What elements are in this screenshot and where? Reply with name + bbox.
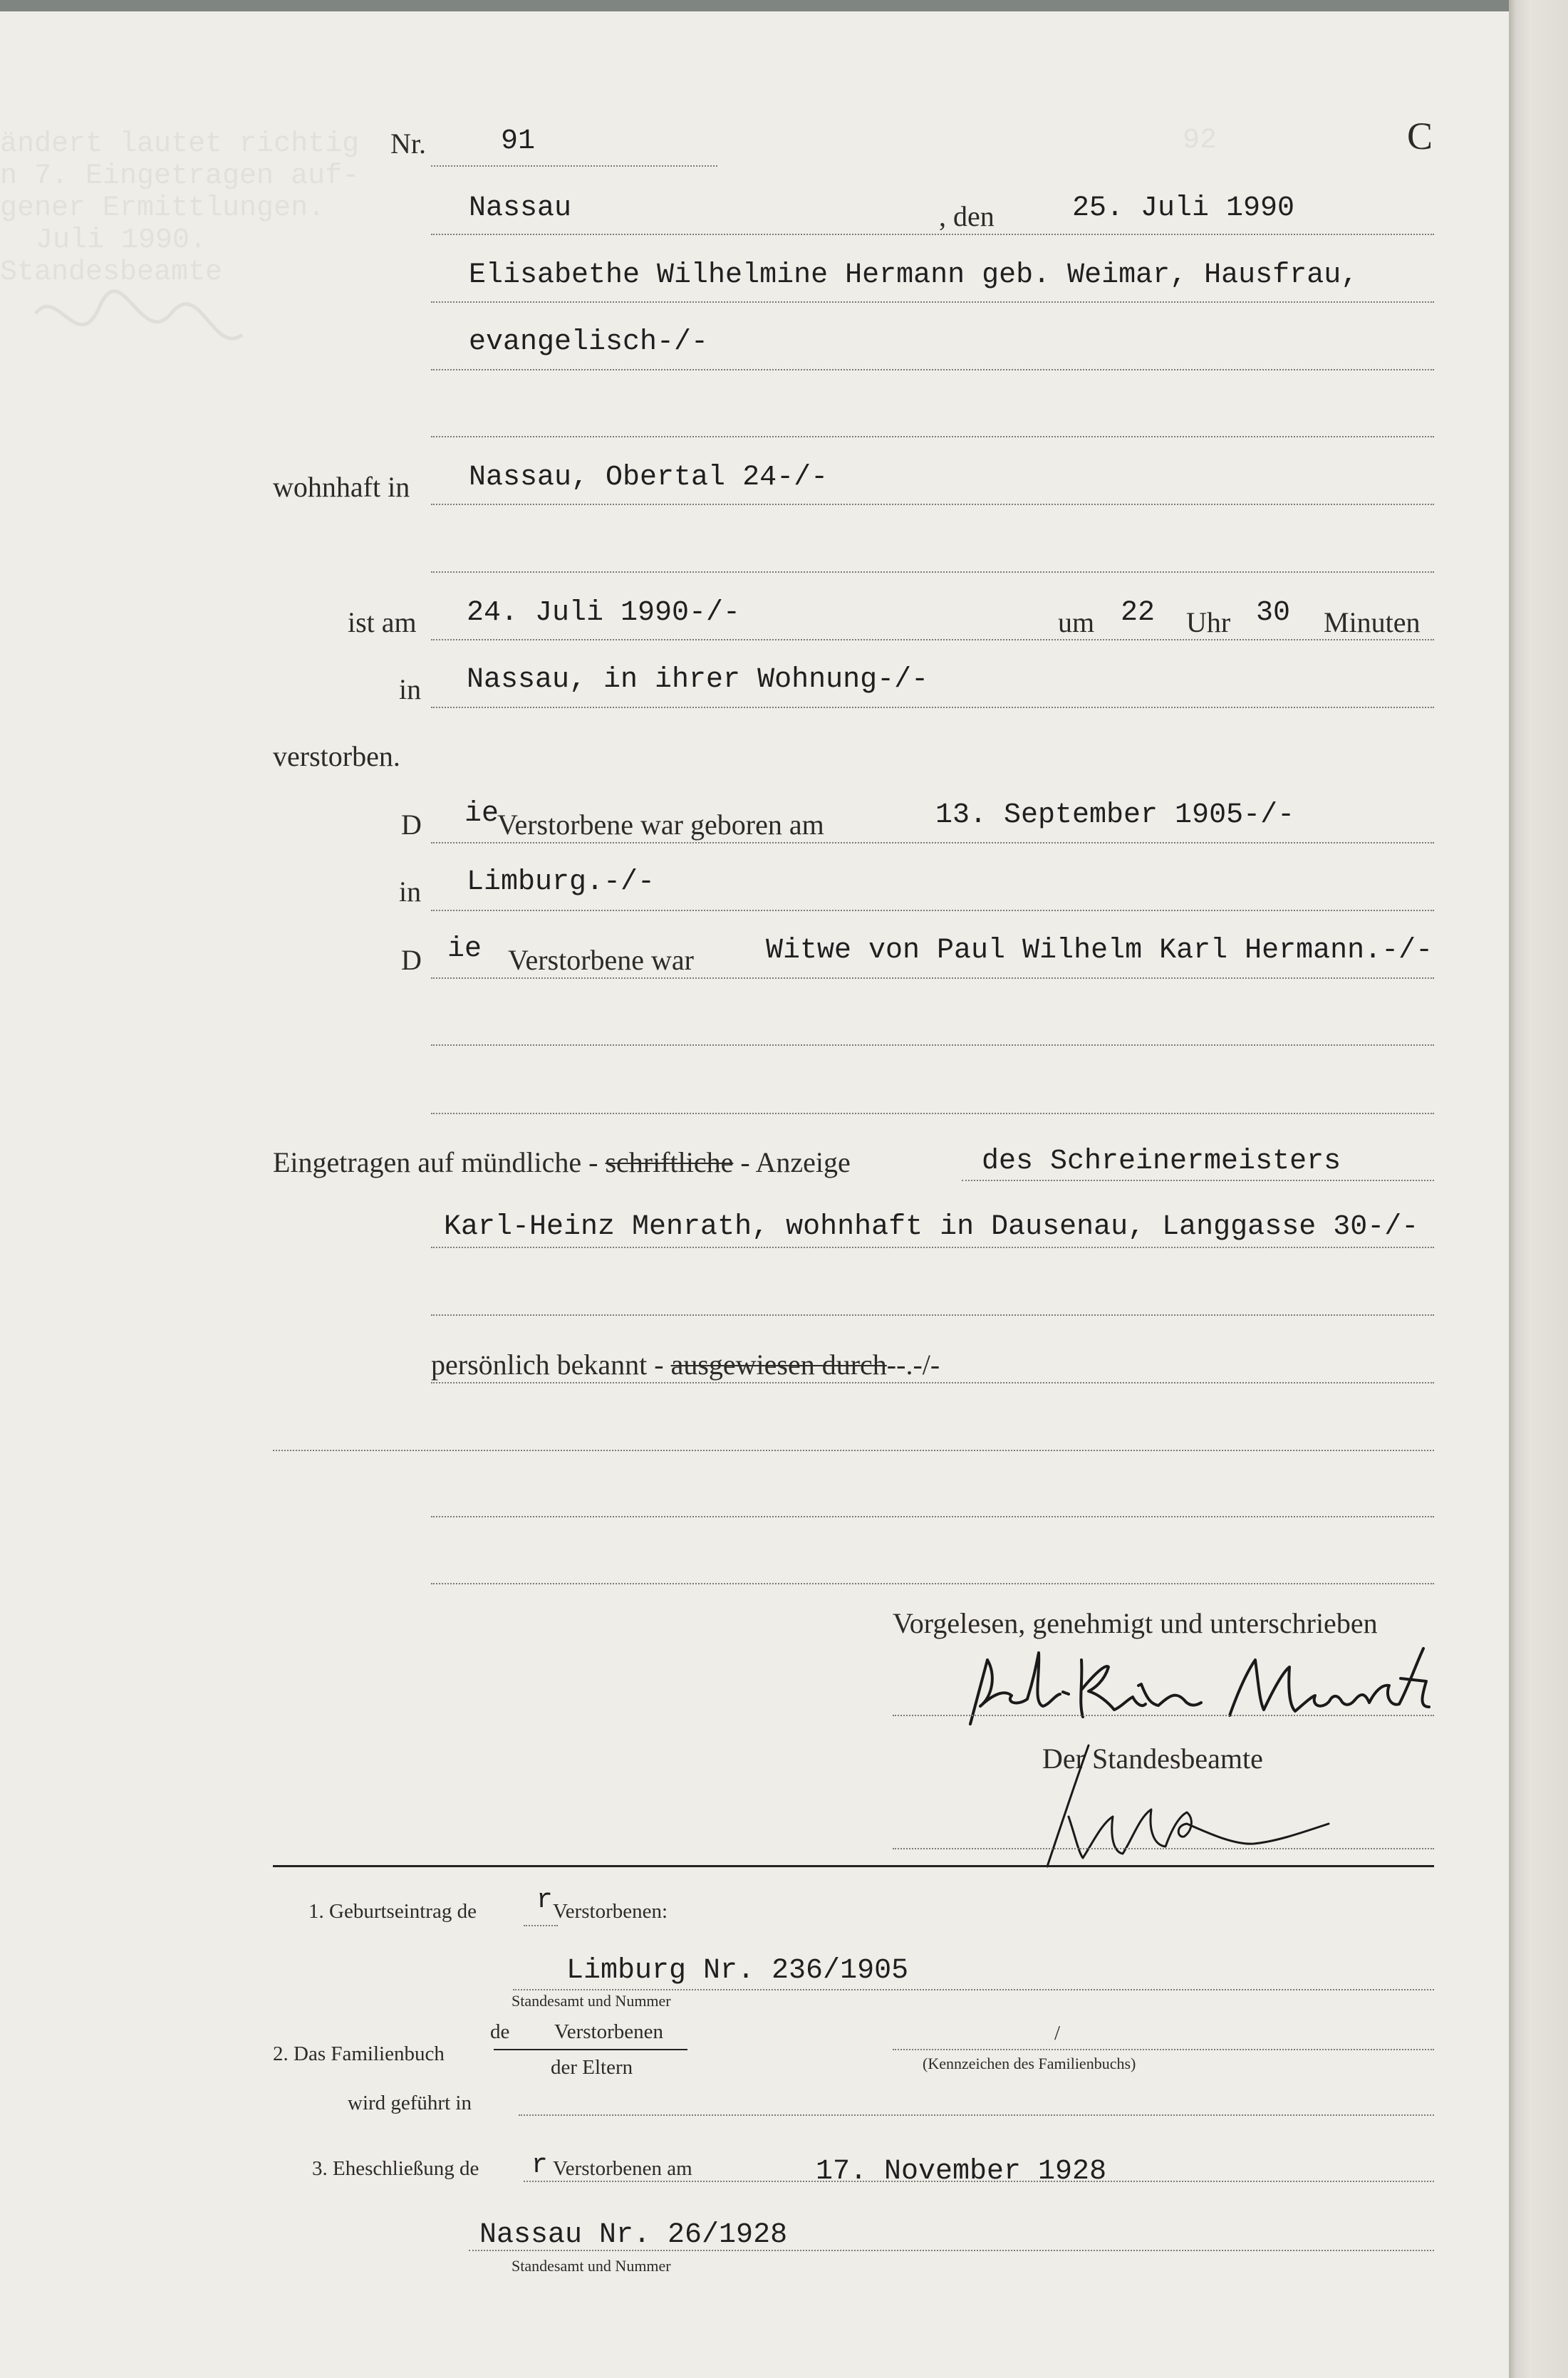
uhr-label: Uhr: [1186, 606, 1231, 638]
registration-place: Nassau: [469, 192, 572, 224]
birth-text: Verstorbene war geboren am: [497, 809, 824, 841]
verstorben-label: verstorben.: [273, 740, 400, 772]
birth-place: Limburg.-/-: [467, 866, 655, 898]
deceased-residence: Nassau, Obertal 24-/-: [469, 462, 829, 494]
footer-item2-line2: wird geführt in: [348, 2092, 472, 2114]
informant-details: Karl-Heinz Menrath, wohnhaft in Dausenau, Langgasse 30-/-: [444, 1211, 1419, 1243]
residence-label: wohnhaft in: [273, 471, 410, 503]
ghost-signature: [28, 271, 256, 378]
footer-item2-caption: (Kennzeichen des Familienbuchs): [923, 2055, 1136, 2072]
nr-label: Nr.: [390, 128, 426, 160]
signature-rule: [893, 1715, 1434, 1716]
read-approved-label: Vorgelesen, genehmigt und unterschrieben: [893, 1607, 1378, 1639]
line-rule: [431, 504, 1434, 505]
birth-suffix: ie: [464, 798, 499, 830]
line-rule: [431, 1044, 1434, 1046]
footer-item1-label: 1. Geburtseintrag de: [308, 1900, 477, 1923]
den-label: , den: [939, 200, 995, 232]
line-rule: [431, 910, 1434, 911]
book-binding-edge: [1509, 0, 1568, 2378]
line-rule: [431, 571, 1434, 573]
nr-rule: [431, 165, 717, 167]
ghost-line: ändert lautet richtig: [0, 128, 360, 160]
footer-item1-text: Verstorbenen:: [553, 1900, 668, 1923]
ghost-line: Standesbeamte: [0, 256, 223, 289]
identification-struck: ausgewiesen durch: [670, 1349, 887, 1381]
birth-in-label: in: [399, 876, 422, 908]
footer-item3-date: 17. November 1928: [816, 2156, 1107, 2188]
line-rule: [431, 1314, 1434, 1316]
informant-occupation: des Schreinermeisters: [982, 1146, 1341, 1178]
suffix-rule: [524, 1925, 558, 1926]
line-rule: [519, 2114, 1434, 2116]
line-rule: [431, 1583, 1434, 1584]
line-rule: [431, 301, 1434, 303]
identification-text-a: persönlich bekannt -: [431, 1349, 664, 1381]
um-label: um: [1058, 606, 1095, 638]
ghost-line: Juli 1990.: [36, 224, 207, 256]
line-rule: [431, 1382, 1434, 1383]
line-rule: [431, 1516, 1434, 1517]
notification-label: [273, 1146, 851, 1179]
identification-label: [431, 1348, 940, 1381]
line-rule: [893, 2049, 1434, 2050]
ghost-nr: 92: [1183, 125, 1217, 157]
death-date: 24. Juli 1990-/-: [467, 597, 741, 629]
corner-letter: C: [1407, 115, 1433, 157]
death-minute: 30: [1256, 597, 1291, 629]
notification-text-b: - Anzeige: [740, 1146, 851, 1178]
footer-item1-suffix: r: [536, 1885, 553, 1916]
ghost-line: gener Ermittlungen.: [0, 192, 326, 224]
signature-rule: [893, 1848, 1434, 1849]
line-rule: [962, 1180, 1434, 1181]
footer-item2-de: de: [490, 2020, 510, 2043]
line-rule: [431, 639, 1434, 640]
line-rule: [513, 1989, 1434, 1990]
line-rule: [431, 1113, 1434, 1114]
line-rule: [469, 2250, 1434, 2251]
footer-item2-option-other: der Eltern: [551, 2056, 633, 2079]
footer-item1-value: Limburg Nr. 236/1905: [566, 1955, 909, 1987]
line-rule: [431, 977, 1434, 979]
line-rule: [431, 842, 1434, 843]
death-in-label: in: [399, 673, 422, 705]
footer-item2-option-selected: Verstorbenen: [554, 2020, 664, 2043]
footer-item3-text: Verstorbenen am: [553, 2157, 692, 2180]
footer-item2-label: 2. Das Familienbuch: [273, 2042, 445, 2065]
status-suffix: ie: [447, 933, 482, 965]
notification-struck: schriftliche: [605, 1146, 734, 1178]
minuten-label: Minuten: [1324, 606, 1421, 638]
ghost-line: n 7. Eingetragen auf-: [0, 160, 360, 192]
footer-item3-caption: Standesamt und Nummer: [512, 2257, 671, 2275]
death-place: Nassau, in ihrer Wohnung-/-: [467, 664, 929, 696]
line-rule: [273, 1450, 1434, 1451]
deceased-name-line2: evangelisch-/-: [469, 326, 709, 358]
status-text: Verstorbene war: [508, 944, 694, 976]
line-rule: [431, 369, 1434, 370]
line-rule: [431, 234, 1434, 235]
footer-item1-caption: Standesamt und Nummer: [512, 1992, 671, 2010]
footer-separator: [273, 1865, 1434, 1867]
status-d-label: D: [401, 944, 422, 976]
registrar-title: Der Standesbeamte: [1042, 1743, 1263, 1775]
nr-value: 91: [501, 125, 536, 157]
registration-date: 25. Juli 1990: [1072, 192, 1295, 224]
death-hour: 22: [1121, 597, 1156, 629]
ist-am-label: ist am: [348, 606, 417, 638]
option-divider: [494, 2049, 687, 2050]
line-rule: [431, 707, 1434, 708]
informant-signature: [962, 1639, 1432, 1745]
deceased-name-line1: Elisabethe Wilhelmine Hermann geb. Weimar, Hausfrau,: [469, 259, 1359, 291]
scan-top-edge: [0, 0, 1568, 11]
footer-item3-suffix: r: [531, 2150, 548, 2181]
footer-item3-value: Nassau Nr. 26/1928: [479, 2219, 788, 2251]
birth-date: 13. September 1905-/-: [935, 799, 1295, 831]
line-rule: [431, 436, 1434, 437]
footer-item2-slash: /: [1054, 2022, 1061, 2045]
birth-d-label: D: [401, 809, 422, 841]
line-rule: [431, 1247, 1434, 1248]
line-rule: [524, 2181, 1434, 2182]
identification-text-b: --.-/-: [886, 1349, 940, 1381]
notification-text-a: Eingetragen auf mündliche -: [273, 1146, 598, 1178]
footer-item3-label: 3. Eheschließung de: [312, 2157, 479, 2180]
status-value: Witwe von Paul Wilhelm Karl Hermann.-/-: [766, 935, 1433, 967]
registrar-signature: [1026, 1738, 1339, 1881]
